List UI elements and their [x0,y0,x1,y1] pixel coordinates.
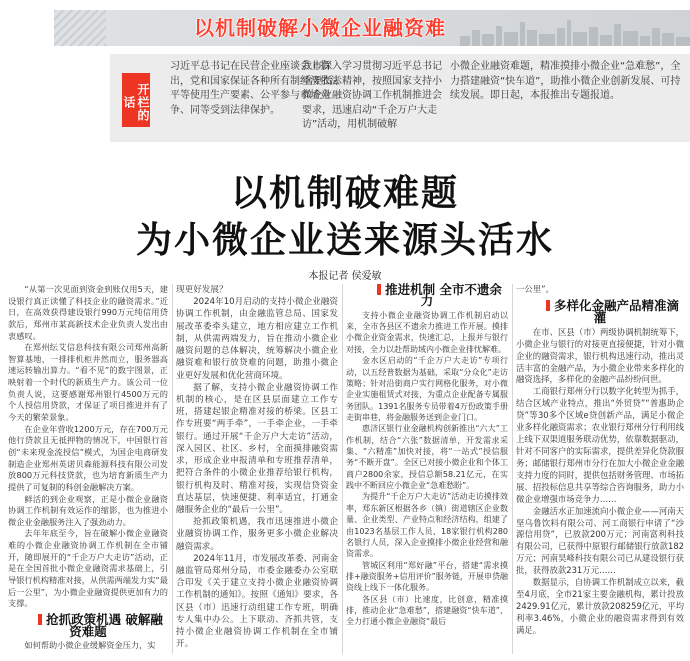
column-divider [172,284,173,654]
paragraph: 金融活水正加速流向小微企业——河南天坚乌鲁饮料有限公司、河工商银行申请了“沙源信用贷”，已放款200万元；河南富利科技有限公司，已获得中原银行邮储银行放款182万元；河南昊峰科技有限公司已从建设银行获批，获得放款231万元…… [516,505,684,576]
paragraph: 各区县（市）比速度，比创意，精准摸排，推动企业“急难愁”，搭建融资“快车道”，全力打通小微企业融资“最后 [346,594,508,627]
paragraph: 现更好发展？ [176,285,228,295]
paragraph: 在郑州纭艾信息科技有限公司郑州高新智算基地，一排排机柜井然而立，服务器高速运转输出算力。“看不见”的数字图景，正映射着一个时代的新质生产力。该公司一位负责人说，这要感谢郑州银行4500万元的个人授信用贷款，才保证了项目推进并有了今天的繁荣景象。 [8,342,168,423]
article-column-3 [346,284,508,628]
intro-text-col1: 习近平总书记在民营企业座谈会上指出，党和国家保证各种所有制经济依法平等使用生产要素、公平参与市场竞争、同等受到法律保护。 [170,61,340,116]
paragraph: 在企业年营收1200万元，存在700万元他行贷款且无抵押物的情况下，中国银行首创“未来现金流授信”模式，为国企电商研发制造企业郑州英诺贝森能源科技有限公司发放800万元科技贷款，也为培育新质生产力提供了可复制的科创金融解决方案。 [8,423,168,492]
paragraph: 惠济区银行业金融机构创新推出“六大”工作机制，结合“六张”数据清单，开发需求采集、“六精准”加快对接，将“一站式”授信服务“不断开盘”。全区已对接小微企业和个体工商户2800余家，授信总额58.21亿元，在实践中不断回应小微企业“急难愁盼”。 [346,424,508,491]
paragraph: 工商银行郑州分行以数字化转型为抓手，结合区域产业特点，推出“外贸贷”“普惠助企贷”等30多个区域e贷创新产品，满足小微企业多样化融资需求；农业银行郑州分行利用线上线下双渠道服务联动优势，依靠数据驱动，针对不同客户的实际需求，提供差异化贷款服务；邮储银行郑州市分行在加大小微企业金融支持力度的同时，提供包括财务管理、市场拓展、招投标信息共享等综合咨询服务，助力小微企业增强市场竞争力…… [516,386,684,504]
paragraph: “从第一次见面到资金到账仅用5天，建设银行真正读懂了科技企业的融资需求。”近日，在高效获得建设银行990万元纯信用贷款后，郑州市某高新技术企业负责人发出由衷感叹。 [8,284,168,341]
paragraph: 金水区启动的“千企万户大走访”专项行动，以五经普数据为基础，采取“分众化”走访策略；针对沿街商户实行网格化服务，对小微企业实施租赁式对接，为重点企业配备专属服务团队。1391名服务专员带着4万份政策手册走街串巷，将金融服务送到企业门口。 [346,356,508,422]
column-divider [512,284,513,654]
paragraph: 2024年10月启动的支持小微企业融资协调工作机制，由金融监管总局、国家发展改革委牵头建立，地方相应建立工作机制，从供需两端发力，旨在推动小微企业融资问题的总体解决，统筹解决小微企业融资难和银行放贷难的问题，助推小微企业更好发展和优化营商环境。 [176,297,338,381]
banner-title: 以机制破解小微企业融资难 [194,16,446,40]
paragraph: 在市、区县（市）两级协调机制统筹下，小微企业与银行的对接更直接便捷，针对小微企业的融资需求，银行机构迅速行动，推出灵活丰富的金融产品，为小微企业带来多样化的融资选择，多样化的金融产品纷纷问世。 [516,326,684,385]
article-column-1 [8,284,168,652]
intro-text-col2: 我市深入学习贯彻习近平总书记重要指示精神，按照国家支持小微企业融资协调工作机制推进会要求，迅速启动“千企万户大走访”活动，用机制破解 [302,61,442,130]
city-skyline-graphic [460,18,690,46]
paragraph: 据了解，支持小微企业融资协调工作机制的核心，是在区县层面建立工作专班，搭建起银企精准对接的桥梁。区县工作专班要“两手牵”，一手牵企业，一手牵银行。通过开展“千企万户大走访”活动，深入园区、社区、乡村，全面摸排融资需求，形成企业申报清单和专班推荐清单，把符合条件的小微企业推荐给银行机构，银行机构及时、精准对接，实现信贷资金直达基层，快速便捷、利率适宜，打通金融服务企业的“最后一公里”。 [176,382,338,515]
column-banner [54,10,690,46]
paragraph: 为提升“千企万户大走访”活动走访摸排效率，郑东新区根据各乡（镇）街道辖区企业数量、企业类型、产业特点和经济结构，组建了由1023名基层工作人员、18家银行机构280名银行人员，深入企业摸排小微企业经营和融资需求。 [346,492,508,559]
headline-line2: 为小微企业送来源头活水 [135,219,554,261]
intro-text-col3: 小微企业融资难题，精准摸排小微企业“急难愁”，全力搭建融资“快车道”，助推小微企业创新发展、可持续发展。即日起，本报推出专题报道。 [450,61,681,101]
paragraph: 如何帮助小微企业缓解资金压力，实 [24,640,156,651]
paragraph: 抢抓政策机遇，我市迅速推进小微企业融资协调工作，服务更多小微企业解决融资需求。 [176,517,338,552]
paragraph: 去年年底至今，旨在破解小微企业融资难的小微企业融资协调工作机制在全市铺开，随即展开的“千企万户大走访”活动，正是在全国首批小微企业融资需求基础上，引导银行机构精准对接，从供需两端发力实“最后一公里”，为小微企业融资提供更加有力的支撑。 [8,528,168,609]
column-divider [342,284,343,654]
paragraph: 一公里”。 [516,284,554,294]
paragraph: 鲜活的到企业观察，正是小微企业融资协调工作机制有效运作的缩影，也为推进小微企业金融服务注入了强劲动力。 [8,493,168,527]
paragraph: 管城区利用“郑好融”平台，搭建“需求摸排+融资服务+信用评价”服务链，开展申贷融资线上线下一体化服务。 [346,560,508,593]
subheading: 推进机制 全市不遗余力 [346,284,508,307]
byline: 本报记者 侯爱敏 [308,271,382,282]
paragraph: 支持小微企业融资协调工作机制启动以来，全市各县区不遗余力推进工作开展。摸排小微企业资金需求，快速汇总，上报并与银行对接，全力以赴帮助域内小微企业排忧解难。 [346,310,508,354]
headline-line1: 以机制破难题 [230,172,459,214]
subheading: 多样化金融产品精准滴灌 [516,300,684,324]
paragraph: 数据显示，自协调工作机制成立以来，截至4月底，全市21家主要金融机构，累计投放2429.91亿元，累计放款208259亿元，平均利率3.46%，小微企业的融资需求得到有效满足。 [516,577,684,635]
subheading: 抢抓政策机遇 破解融资难题 [8,614,168,637]
intro-badge: 开栏的话 [122,73,150,127]
article-column-4 [516,284,684,637]
article-column-2 [176,284,338,651]
paragraph: 2024年11月，市发展改革委、河南金融监管局郑州分局，市委金融委办公室联合印发《关于建立支持小微企业融资协调工作机制的通知》。按照《通知》要求，各区县（市）迅速行动组建工作专班，明确专人集中办公。上下联动、齐抓共管，支持小微企业融资协调工作机制在全市铺开。 [176,553,338,650]
